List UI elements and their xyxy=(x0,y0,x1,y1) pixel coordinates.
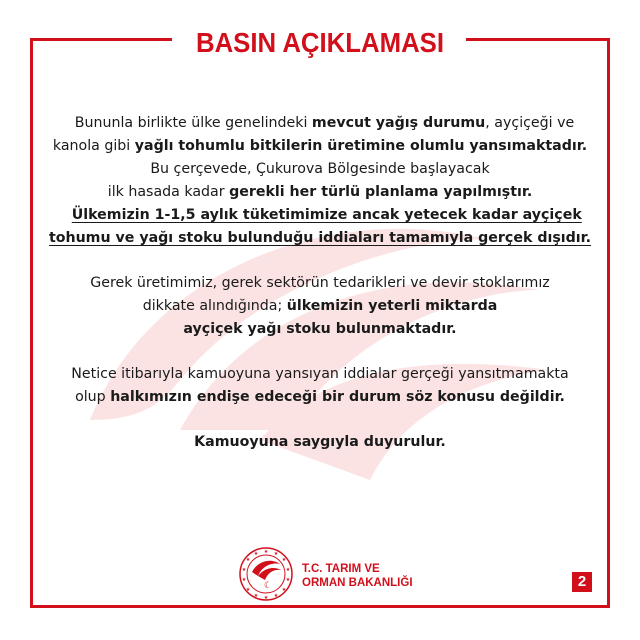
paragraph-2-line-3: ayçiçek yağı stoku bulunmaktadır. xyxy=(183,321,457,337)
paragraph-1-line-1: Bununla birlikte ülke genelindeki mevcut yağış durumu, ayçiçeği ve xyxy=(74,115,575,131)
svg-text:★: ★ xyxy=(285,567,291,573)
paragraph-1-line-6: tohumu ve yağı stoku bulunduğu iddiaları tamamıyla gerçek dışıdır. xyxy=(48,230,592,246)
svg-text:★: ★ xyxy=(253,593,259,599)
ministry-seal-icon xyxy=(238,546,294,602)
ministry-name: T.C. TARIM VE ORMAN BAKANLIĞI xyxy=(302,563,413,589)
paragraph-2-line-1: Gerek üretimimiz, gerek sektörün tedarikleri ve devir stoklarımız xyxy=(90,275,550,291)
paragraph-1-line-2: kanola gibi yağlı tohumlu bitkilerin üretimine olumlu yansımaktadır. xyxy=(52,138,588,154)
page-number-badge: 2 xyxy=(572,572,592,592)
paragraph-3-line-2: olup halkımızın endişe edeceği bir durum söz konusu değildir. xyxy=(75,389,565,405)
svg-text:☾: ☾ xyxy=(264,581,273,591)
svg-text:★: ★ xyxy=(263,549,269,555)
page-title: BASIN AÇIKLAMASI xyxy=(195,27,445,58)
svg-text:★: ★ xyxy=(253,551,259,557)
svg-text:★: ★ xyxy=(273,551,279,557)
paragraph-1-line-5: Ülkemizin 1-1,5 aylık tüketimimize ancak yetecek kadar ayçiçek xyxy=(71,207,582,223)
svg-text:★: ★ xyxy=(285,577,291,583)
svg-text:★: ★ xyxy=(263,595,269,601)
paragraph-1-line-3: Bu çerçevede, Çukurova Bölgesinde başlayacak xyxy=(150,161,490,177)
frame-top-left-line xyxy=(30,38,172,41)
svg-text:★: ★ xyxy=(241,567,247,573)
press-release-body xyxy=(40,112,600,454)
paragraph-3-line-1: Netice itibarıyla kamuoyuna yansıyan iddialar gerçeği yansıtmamakta xyxy=(71,366,569,382)
svg-text:★: ★ xyxy=(281,587,287,593)
svg-text:★: ★ xyxy=(241,577,247,583)
closing-line: Kamuoyuna saygıyla duyurulur. xyxy=(194,434,446,450)
svg-text:★: ★ xyxy=(245,587,251,593)
svg-text:★: ★ xyxy=(273,593,279,599)
svg-text:★: ★ xyxy=(245,557,251,563)
paragraph-1-line-4: ilk hasada kadar gerekli her türlü planlama yapılmıştır. xyxy=(107,184,533,200)
svg-text:★: ★ xyxy=(281,557,287,563)
paragraph-2-line-2: dikkate alındığında; ülkemizin yeterli miktarda xyxy=(142,298,498,314)
frame-top-right-line xyxy=(466,38,610,41)
